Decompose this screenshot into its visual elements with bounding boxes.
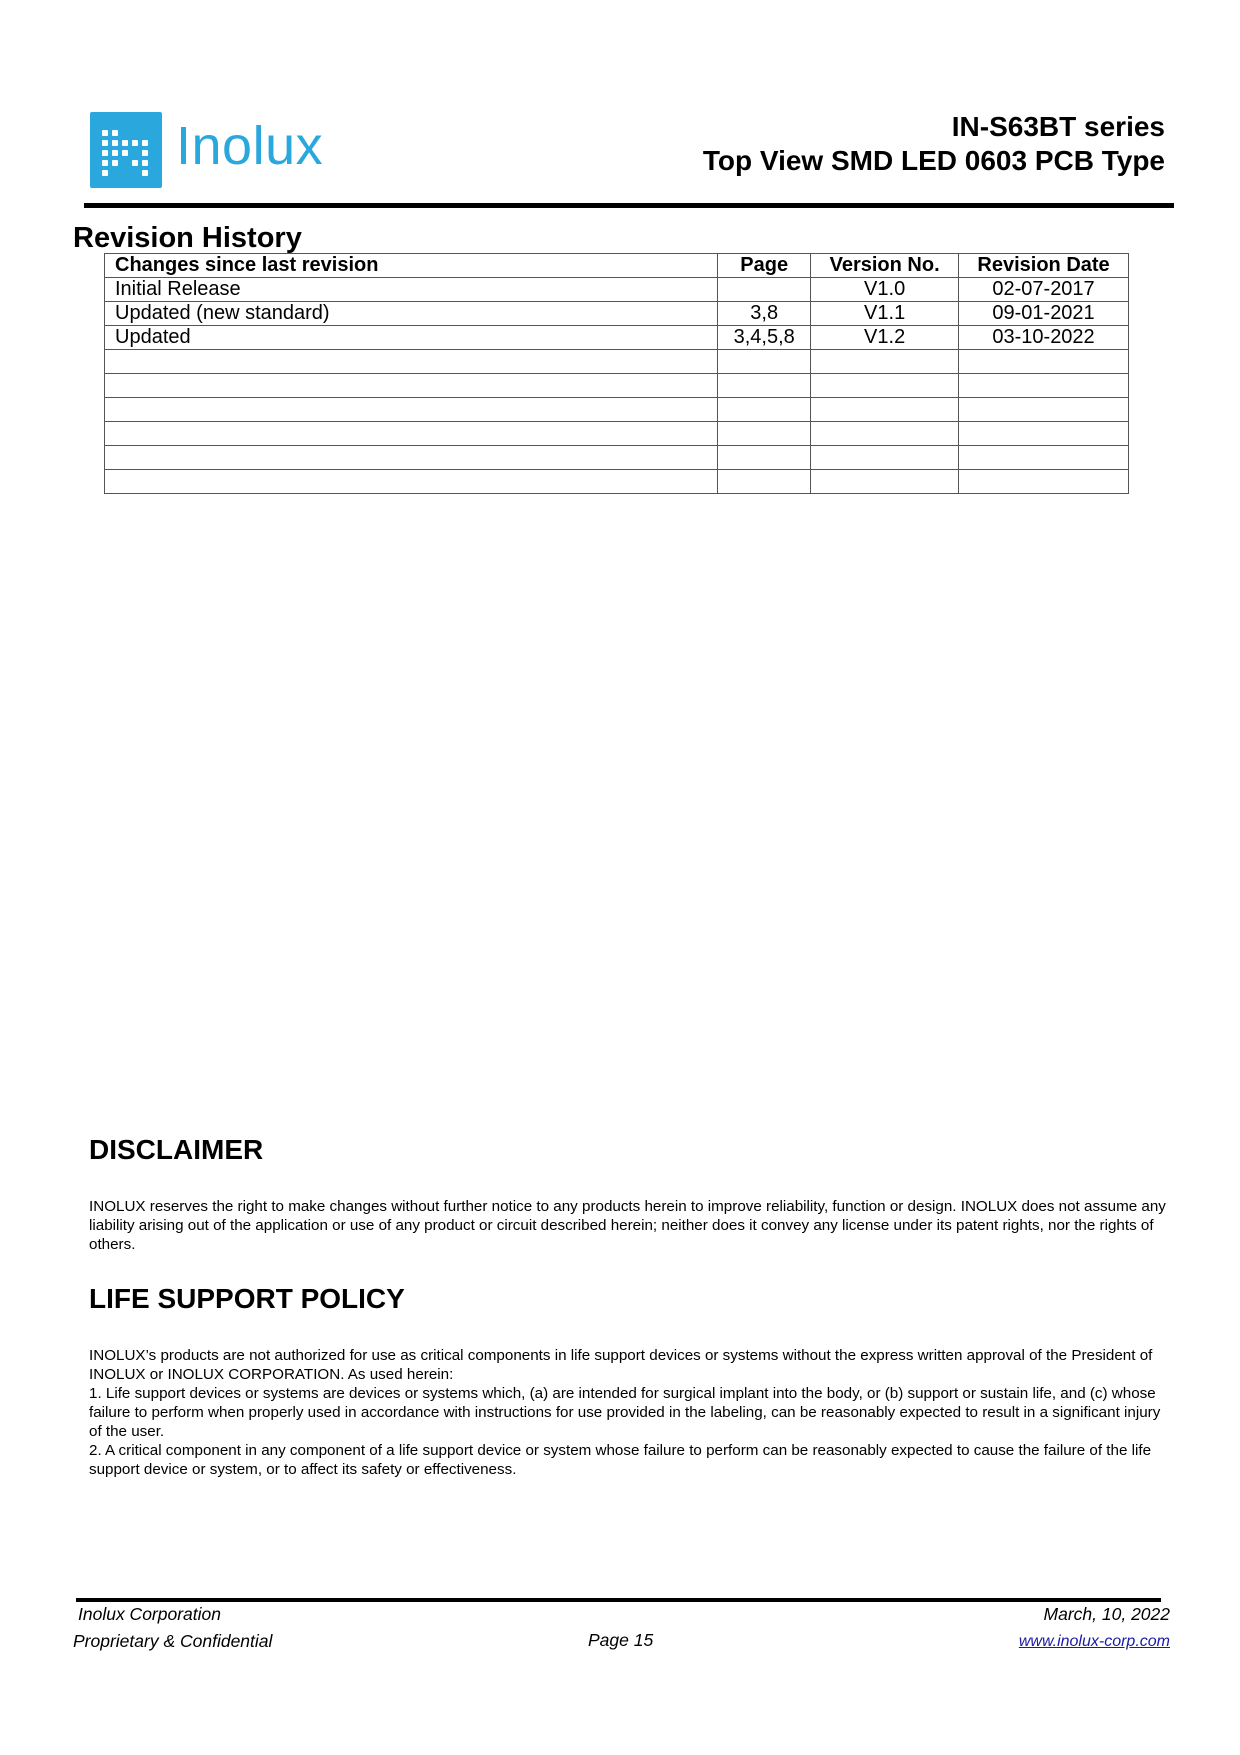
cell-changes [105, 374, 718, 398]
cell-page [718, 470, 811, 494]
cell-page [718, 398, 811, 422]
cell-version: V1.0 [811, 278, 959, 302]
table-row [105, 302, 1129, 326]
cell-changes [105, 470, 718, 494]
cell-date [959, 398, 1129, 422]
table-row [105, 422, 1129, 446]
life-support-item-1: 1. Life support devices or systems are devices or systems which, (a) are intended for surgical implant into the body, or (b) support or sustain life, and (c) whose failure to perform when properly used in accordance with instructions for use provided in the labeling, can be reasonably expected to result in a significant injury of the user. [89, 1385, 1161, 1440]
cell-page [718, 278, 811, 302]
logo-wordmark: Inolux [176, 116, 324, 176]
header-divider [84, 203, 1174, 208]
cell-date: 02-07-2017 [959, 278, 1129, 302]
revision-history-title: Revision History [73, 222, 302, 254]
cell-changes [105, 422, 718, 446]
table-row [105, 398, 1129, 422]
footer-confidential: Proprietary & Confidential [73, 1631, 273, 1651]
column-header-changes: Changes since last revision [105, 254, 718, 278]
table-row [105, 278, 1129, 302]
table-header-row [105, 254, 1129, 278]
document-title-type: Top View SMD LED 0603 PCB Type [702, 145, 1165, 176]
life-support-text [89, 1346, 1174, 1479]
website-link[interactable]: www.inolux-corp.com [1018, 1633, 1170, 1650]
cell-date [959, 446, 1129, 470]
life-support-intro: INOLUX’s products are not authorized for use as critical components in life support devices or systems without the express written approval of the President of INOLUX or INOLUX CORPORATION. As used herein: [89, 1347, 1153, 1383]
cell-page [718, 350, 811, 374]
cell-changes: Updated (new standard) [105, 302, 718, 326]
document-title [703, 110, 1165, 178]
document-title-series: IN-S63BT series [951, 111, 1165, 142]
table-row [105, 326, 1129, 350]
cell-version [811, 470, 959, 494]
cell-page [718, 422, 811, 446]
footer-company: Inolux Corporation [78, 1604, 221, 1624]
table-row [105, 374, 1129, 398]
column-header-page: Page [718, 254, 811, 278]
cell-page [718, 374, 811, 398]
disclaimer-title: DISCLAIMER [89, 1134, 264, 1165]
cell-page: 3,8 [718, 302, 811, 326]
column-header-date: Revision Date [959, 254, 1129, 278]
column-header-version: Version No. [811, 254, 959, 278]
cell-date [959, 350, 1129, 374]
cell-version [811, 446, 959, 470]
cell-date [959, 470, 1129, 494]
cell-version: V1.2 [811, 326, 959, 350]
cell-changes: Updated [105, 326, 718, 350]
cell-version [811, 398, 959, 422]
footer-page-number: Page 15 [588, 1630, 654, 1650]
table-row [105, 350, 1129, 374]
table-row [105, 446, 1129, 470]
footer-date: March, 10, 2022 [1043, 1604, 1170, 1624]
footer-divider [76, 1598, 1161, 1602]
inolux-logo-icon [90, 112, 162, 188]
cell-page: 3,4,5,8 [718, 326, 811, 350]
life-support-item-2: 2. A critical component in any component of a life support device or system whose failure to perform can be reasonably expected to cause the failure of the life support device or system, or to affect its safety or effectiveness. [89, 1442, 1152, 1478]
cell-changes: Initial Release [105, 278, 718, 302]
cell-version: V1.1 [811, 302, 959, 326]
cell-date: 03-10-2022 [959, 326, 1129, 350]
table-row [105, 470, 1129, 494]
cell-version [811, 350, 959, 374]
cell-changes [105, 446, 718, 470]
cell-version [811, 422, 959, 446]
revision-history-table [104, 253, 1129, 494]
cell-date [959, 422, 1129, 446]
cell-changes [105, 350, 718, 374]
cell-date [959, 374, 1129, 398]
cell-changes [105, 398, 718, 422]
disclaimer-paragraph: INOLUX reserves the right to make changes without further notice to any products herein to improve reliability, function or design. INOLUX does not assume any liability arising out of the application or use of any product or circuit described herein; neither does it convey any license under its patent rights, nor the rights of others. [89, 1198, 1166, 1253]
footer-website[interactable] [1019, 1630, 1170, 1651]
disclaimer-text [89, 1197, 1174, 1254]
cell-date: 09-01-2021 [959, 302, 1129, 326]
life-support-title: LIFE SUPPORT POLICY [89, 1283, 405, 1314]
cell-version [811, 374, 959, 398]
inolux-logo [90, 112, 324, 188]
cell-page [718, 446, 811, 470]
